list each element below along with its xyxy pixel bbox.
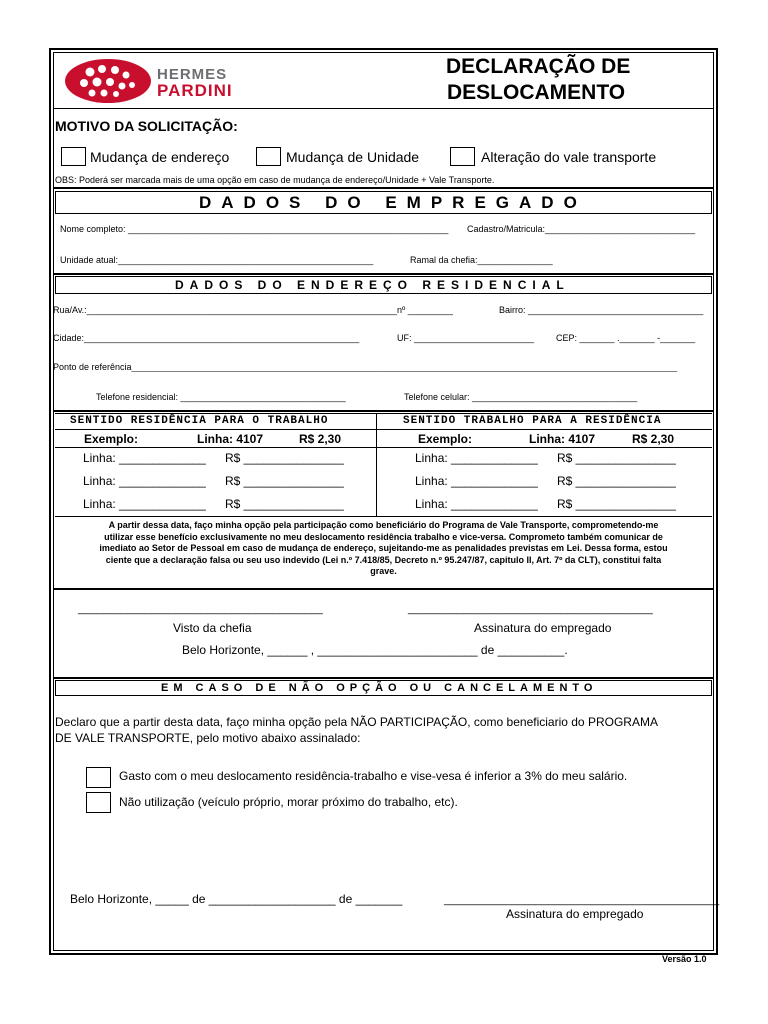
option-mudanca-endereco: Mudança de endereço xyxy=(90,149,230,165)
checkbox-mudanca-endereco[interactable] xyxy=(61,147,86,166)
checkbox-alteracao-vale[interactable] xyxy=(450,147,475,166)
field-cadastro[interactable]: Cadastro/Matricula:______________________________ xyxy=(467,224,696,234)
field-bairro[interactable]: Bairro: ___________________________________ xyxy=(499,305,704,315)
declaracao-line: A partir dessa data, faço minha opção pela participação como beneficiário do Programa de Vale Transporte, comprometendo-me xyxy=(108,520,659,530)
declaracao-text xyxy=(55,520,712,578)
divider xyxy=(53,187,714,189)
divider xyxy=(55,447,712,448)
assinatura-empregado-label: Assinatura do empregado xyxy=(474,621,612,635)
exemplo-right-valor: R$ 2,30 xyxy=(632,432,675,446)
exemplo-right-linha: Linha: 4107 xyxy=(529,432,596,446)
field-ramal[interactable]: Ramal da chefia:_______________ xyxy=(410,255,553,265)
valor-left-2[interactable]: R$ _______________ xyxy=(225,474,344,488)
page-title-line2: DESLOCAMENTO xyxy=(447,81,626,104)
linha-right-1[interactable]: Linha: _____________ xyxy=(415,451,538,465)
divider xyxy=(53,273,714,275)
exemplo-left-valor: R$ 2,30 xyxy=(299,432,342,446)
obs-text: OBS: Poderá ser marcada mais de uma opção em caso de mudança de endereço/Unidade + Vale Transporte. xyxy=(55,175,495,185)
field-nome[interactable]: Nome completo: ________________________________________________________________ xyxy=(60,224,449,234)
declaracao-line: utilizar esse benefício exclusivamente no meu deslocamento residência trabalho e vice-versa. Comprometo também comunicar de xyxy=(104,531,663,542)
option-mudanca-unidade: Mudança de Unidade xyxy=(286,149,420,165)
section-title-endereco: DADOS DO ENDEREÇO RESIDENCIAL xyxy=(175,278,570,292)
divider xyxy=(55,516,712,517)
company-logo xyxy=(64,58,279,104)
field-referencia[interactable]: Ponto de referência_____________________________________________________________________________________________________________ xyxy=(53,363,678,372)
divider xyxy=(53,677,714,679)
field-uf[interactable]: UF: ________________________ xyxy=(397,333,535,343)
data-local-line[interactable]: Belo Horizonte, ______ , ________________________ de __________. xyxy=(182,643,568,657)
divider xyxy=(55,429,712,430)
page-title-line1: DECLARAÇÃO DE xyxy=(446,55,631,78)
signature-line-chefia[interactable]: ________________________________________ xyxy=(78,603,323,615)
declaracao-line: imediato ao Setor de Pessoal em caso de mudança de endereço, sujeitando-me as penalidades previstas em Lei. Dessa forma, estou xyxy=(99,543,668,553)
field-unidade[interactable]: Unidade atual:___________________________________________________ xyxy=(60,255,374,265)
declaracao-line: ciente que a declaração falsa ou seu uso indevido (Lei n.º 7.418/85, Decreto n.º 95.247/87, capitulo II, Art. 7º da CLT), constitui falta xyxy=(105,554,662,565)
checkbox-gasto-inferior[interactable] xyxy=(86,767,111,788)
divider xyxy=(53,108,714,109)
declaracao-line: grave. xyxy=(370,566,397,576)
linha-right-3[interactable]: Linha: _____________ xyxy=(415,497,538,511)
exemplo-left-label: Exemplo: xyxy=(84,432,139,446)
checkbox-nao-utilizacao[interactable] xyxy=(86,792,111,813)
divider xyxy=(53,588,714,590)
linha-right-2[interactable]: Linha: _____________ xyxy=(415,474,538,488)
section-title-cancelamento: EM CASO DE NÃO OPÇÃO OU CANCELAMENTO xyxy=(161,682,598,694)
brand-name-line1: HERMES xyxy=(157,66,228,83)
linha-left-1[interactable]: Linha: _____________ xyxy=(83,451,206,465)
brand-name-line2: PARDINI xyxy=(157,81,233,100)
valor-right-3[interactable]: R$ _______________ xyxy=(557,497,676,511)
option-gasto-inferior: Gasto com o meu deslocamento residência-trabalho e vise-vesa é inferior a 3% do meu salário. xyxy=(119,769,628,783)
checkbox-mudanca-unidade[interactable] xyxy=(256,147,281,166)
version-label: Versão 1.0 xyxy=(662,954,707,964)
field-telefone-celular[interactable]: Telefone celular: _________________________________ xyxy=(404,392,638,402)
field-cep[interactable]: CEP: _______ ._______ -_______ xyxy=(556,333,696,343)
column-divider xyxy=(376,413,377,516)
valor-right-1[interactable]: R$ _______________ xyxy=(557,451,676,465)
field-telefone-residencial[interactable]: Telefone residencial: _________________________________ xyxy=(96,392,346,402)
signature-line-empregado[interactable]: ________________________________________ xyxy=(408,603,653,615)
section-title-empregado: DADOS DO EMPREGADO xyxy=(199,193,587,212)
valor-left-1[interactable]: R$ _______________ xyxy=(225,451,344,465)
visto-chefia-label: Visto da chefia xyxy=(173,621,252,635)
linha-left-3[interactable]: Linha: _____________ xyxy=(83,497,206,511)
linha-left-2[interactable]: Linha: _____________ xyxy=(83,474,206,488)
cancelamento-paragraph-line2: DE VALE TRANSPORTE, pelo motivo abaixo assinalado: xyxy=(55,731,361,745)
exemplo-right-label: Exemplo: xyxy=(418,432,473,446)
sentido-left-title: SENTIDO RESIDÊNCIA PARA O TRABALHO xyxy=(70,415,329,427)
cancelamento-data-line[interactable]: Belo Horizonte, _____ de ___________________ de _______ xyxy=(70,892,403,906)
exemplo-left-linha: Linha: 4107 xyxy=(197,432,264,446)
cancelamento-signature-label: Assinatura do empregado xyxy=(506,907,644,921)
valor-left-3[interactable]: R$ _______________ xyxy=(225,497,344,511)
field-cidade[interactable]: Cidade:_______________________________________________________ xyxy=(53,333,360,343)
divider xyxy=(53,410,714,412)
motivo-label: MOTIVO DA SOLICITAÇÃO: xyxy=(55,118,238,134)
valor-right-2[interactable]: R$ _______________ xyxy=(557,474,676,488)
field-rua[interactable]: Rua/Av.:______________________________________________________________nº _________ xyxy=(53,305,453,315)
divider xyxy=(55,413,712,414)
cancelamento-paragraph-line1: Declaro que a partir desta data, faço minha opção pela NÃO PARTICIPAÇÃO, como beneficiario do PROGRAMA xyxy=(55,715,658,729)
sentido-right-title: SENTIDO TRABALHO PARA A RESIDÊNCIA xyxy=(403,415,662,427)
option-alteracao-vale: Alteração do vale transporte xyxy=(481,149,657,165)
cancelamento-signature-line[interactable]: _____________________________________________ xyxy=(444,894,720,906)
option-nao-utilizacao: Não utilização (veículo próprio, morar próximo do trabalho, etc). xyxy=(119,795,458,809)
